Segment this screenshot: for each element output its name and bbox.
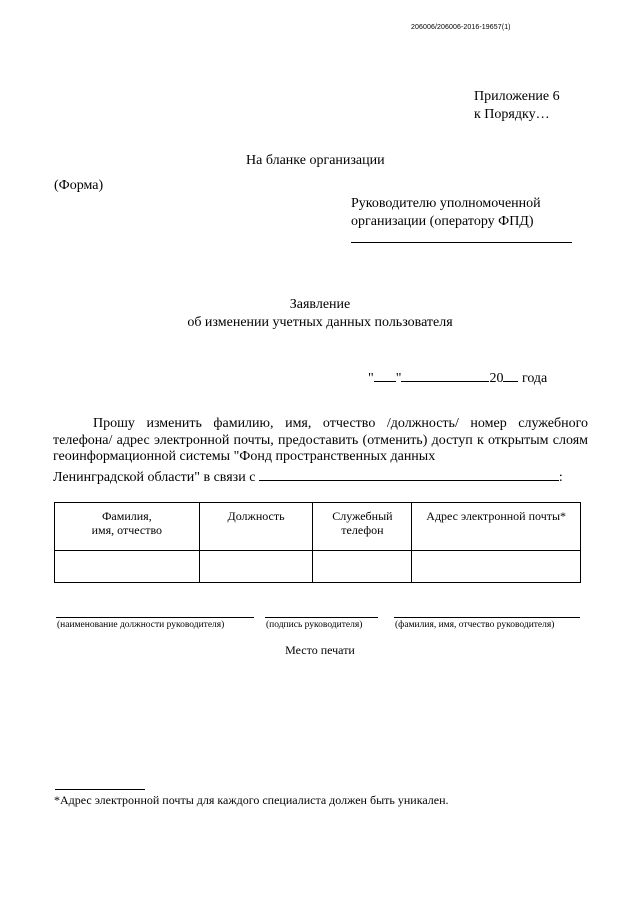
cell-fullname[interactable] — [55, 551, 200, 583]
request-paragraph: Прошу изменить фамилию, имя, отчество /должность/ номер служебного телефона/ адрес электронной почты, предоставить (отменить) доступ к открытым слоям геоинформационной системы "Фонд пространственных данных — [53, 416, 588, 464]
cell-phone[interactable] — [313, 551, 412, 583]
appendix-number: Приложение 6 — [474, 89, 560, 104]
letterhead-note: На бланке организации — [246, 153, 385, 168]
document-id: 206006/206006-2016-19657(1) — [411, 24, 511, 31]
column-header-position — [199, 503, 313, 551]
reason-blank[interactable] — [259, 466, 559, 481]
request-text — [53, 416, 588, 486]
position-signature-line[interactable] — [56, 617, 254, 618]
request-reason-prefix: Ленинградской области" в связи с — [53, 469, 256, 485]
name-signature-line[interactable] — [394, 617, 580, 618]
footnote-separator — [55, 789, 145, 790]
request-end-colon: : — [558, 469, 563, 485]
month-blank[interactable] — [401, 367, 489, 382]
appendix-order: к Порядку… — [474, 107, 550, 122]
stamp-place-label: Место печати — [285, 643, 355, 657]
table-row — [55, 551, 581, 583]
day-blank[interactable] — [374, 367, 396, 382]
addressee-block — [351, 195, 541, 231]
year-blank[interactable] — [503, 367, 518, 382]
date-quote-open: " — [368, 371, 374, 386]
cell-email[interactable] — [412, 551, 581, 583]
footnote: *Адрес электронной почты для каждого специалиста должен быть уникален. — [54, 793, 449, 807]
addressee-line-1: Руководителю уполномоченной — [351, 196, 541, 211]
signature-line[interactable] — [265, 617, 378, 618]
column-header-position-line1: Должность — [227, 509, 285, 523]
column-header-phone-line1: Служебный — [332, 509, 393, 523]
user-data-table — [54, 502, 581, 583]
year-suffix: года — [521, 371, 548, 386]
position-caption: (наименование должности руководителя) — [57, 620, 225, 630]
name-caption: (фамилия, имя, отчество руководителя) — [395, 620, 555, 630]
column-header-phone — [313, 503, 412, 551]
appendix-reference — [474, 88, 560, 124]
column-header-phone-line2: телефон — [341, 523, 384, 537]
column-header-fullname-line2: имя, отчество — [91, 523, 163, 537]
year-prefix: 20 — [489, 371, 504, 386]
form-label: (Форма) — [54, 178, 104, 193]
column-header-fullname — [55, 503, 200, 551]
date-quote-close: " — [395, 371, 402, 386]
column-header-email — [412, 503, 581, 551]
request-last-line — [53, 466, 588, 487]
signature-caption: (подпись руководителя) — [266, 620, 363, 630]
addressee-line-2: организации (оператору ФПД) — [351, 214, 534, 229]
document-subtitle: об изменении учетных данных пользователя — [187, 315, 453, 330]
cell-position[interactable] — [199, 551, 313, 583]
column-header-fullname-line1: Фамилия, — [101, 509, 152, 523]
date-field — [368, 367, 547, 387]
document-title: Заявление — [289, 297, 351, 312]
column-header-email-line1: Адрес электронной почты* — [426, 509, 567, 523]
addressee-blank-line[interactable] — [351, 242, 572, 243]
